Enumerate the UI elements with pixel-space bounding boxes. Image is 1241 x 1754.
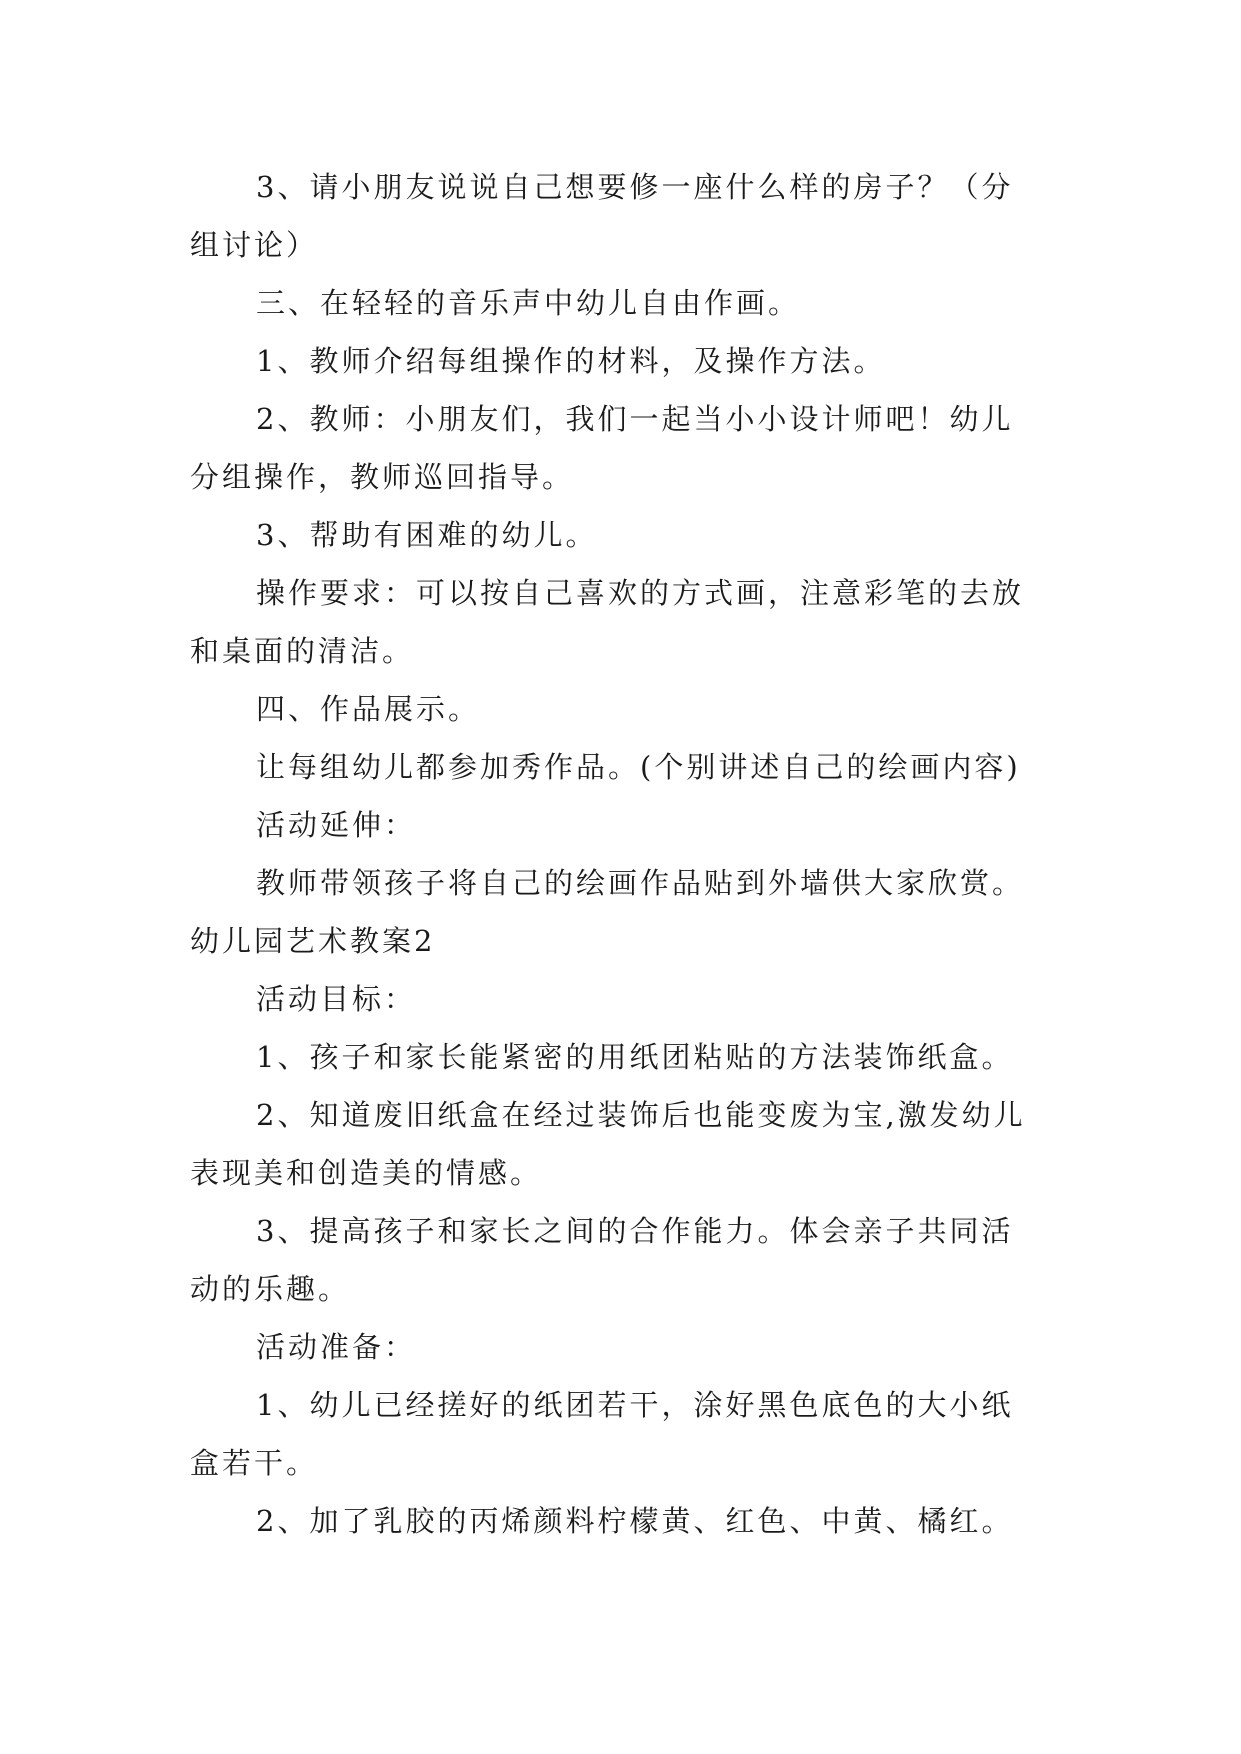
text-line: 教师带领孩子将自己的绘画作品贴到外墙供大家欣赏。 bbox=[256, 866, 1025, 900]
text-line: 2、教师：小朋友们，我们一起当小小设计师吧！幼儿 bbox=[256, 402, 1014, 436]
text-line: 让每组幼儿都参加秀作品。(个别讲述自己的绘画内容) bbox=[256, 750, 1021, 784]
text-line: 组讨论） bbox=[190, 228, 319, 262]
text-line: 和桌面的清洁。 bbox=[190, 634, 415, 668]
text-line: 3、提高孩子和家长之间的合作能力。体会亲子共同活 bbox=[256, 1214, 1014, 1248]
text-line: 盒若干。 bbox=[190, 1446, 319, 1480]
text-line: 分组操作，教师巡回指导。 bbox=[190, 460, 575, 494]
text-line: 2、知道废旧纸盒在经过装饰后也能变废为宝,激发幼儿 bbox=[256, 1098, 1026, 1132]
text-line: 活动准备： bbox=[256, 1330, 417, 1364]
text-line: 2、加了乳胶的丙烯颜料柠檬黄、红色、中黄、橘红。 bbox=[256, 1504, 1014, 1538]
text-line: 1、教师介绍每组操作的材料，及操作方法。 bbox=[256, 344, 886, 378]
section-title: 幼儿园艺术教案2 bbox=[190, 924, 436, 958]
text-line: 动的乐趣。 bbox=[190, 1272, 351, 1306]
text-line: 三、在轻轻的音乐声中幼儿自由作画。 bbox=[256, 286, 801, 320]
text-line: 活动延伸： bbox=[256, 808, 417, 842]
text-line: 四、作品展示。 bbox=[256, 692, 481, 726]
text-line: 3、帮助有困难的幼儿。 bbox=[256, 518, 598, 552]
text-line: 1、孩子和家长能紧密的用纸团粘贴的方法装饰纸盒。 bbox=[256, 1040, 1014, 1074]
text-line: 活动目标： bbox=[256, 982, 417, 1016]
text-line: 表现美和创造美的情感。 bbox=[190, 1156, 543, 1190]
text-line: 操作要求：可以按自己喜欢的方式画，注意彩笔的去放 bbox=[256, 576, 1025, 610]
text-line: 1、幼儿已经搓好的纸团若干，涂好黑色底色的大小纸 bbox=[256, 1388, 1014, 1422]
text-line: 3、请小朋友说说自己想要修一座什么样的房子？（分 bbox=[256, 170, 1014, 204]
